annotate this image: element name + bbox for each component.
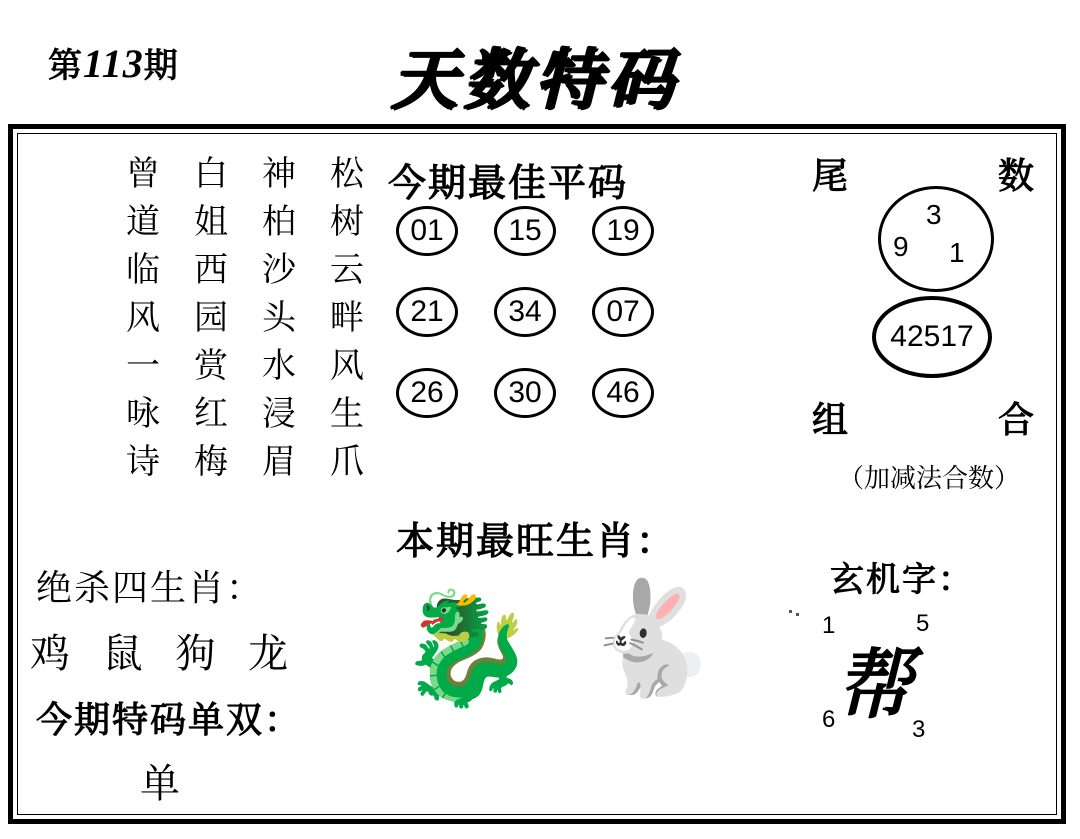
poem-char: 白 [194,154,228,194]
mystic-word-char: 帮 [836,640,912,729]
best-numbers-title: 今期最佳平码 [388,160,629,205]
number-ball: 21 [396,287,458,337]
mystic-word-label: 玄机字： [830,560,974,600]
poem-char: 树 [330,202,364,242]
kill-zodiac-values: 鸡 鼠 狗 龙 [30,631,299,677]
number-ball: 34 [494,287,556,337]
poem-char: 水 [262,346,296,386]
poem-char: 头 [262,298,296,338]
tail-label-left: 尾 [812,155,849,197]
poem-char: 红 [194,394,228,434]
tail-digit: 3 [926,199,942,230]
poem-char: 沙 [262,250,296,290]
number-ball: 07 [592,287,654,337]
number-ball: 15 [494,206,556,256]
mystic-corner-bottom-left: 6 [822,706,836,733]
poem-char: 神 [262,154,296,194]
poem-char: 梅 [194,442,228,482]
poem-char: 咏 [126,394,160,434]
poem-char: 柏 [262,202,296,242]
poem-char: 松 [330,154,364,194]
tail-number-circle [878,186,994,292]
poem-char: 园 [194,298,228,338]
mystic-corner-top-right: 5 [916,610,930,637]
number-ball-row [396,287,654,337]
rabbit-icon: 🐇 [582,574,719,702]
ink-speck [796,613,799,616]
poem-block [40,150,370,550]
number-ball-row [396,368,654,418]
number-ball: 46 [592,368,654,418]
odd-even-value: 单 [140,761,180,807]
poem-char: 临 [126,250,160,290]
issue-suffix: 期 [143,48,179,85]
poem-char: 曾 [126,154,160,194]
poem-column-2 [188,150,234,550]
page-title: 天数特码 [391,40,679,118]
mystic-word-box [806,598,942,743]
poem-char: 道 [126,202,160,242]
poem-char: 一 [126,346,160,386]
tail-digit: 9 [893,231,909,262]
poem-char: 赏 [194,346,228,386]
combination-label [812,392,1034,443]
number-ball-grid [396,206,654,449]
number-ball: 01 [396,206,458,256]
tail-digit: 1 [949,237,965,268]
issue-label [48,38,179,87]
mystic-corner-top-left: 1 [822,612,836,639]
combination-note: （加减法合数） [838,464,1021,494]
number-ball-row [396,206,654,256]
number-ball: 26 [396,368,458,418]
poem-char: 诗 [126,442,160,482]
number-ball: 30 [494,368,556,418]
poem-char: 浸 [262,394,296,434]
poem-char: 眉 [262,442,296,482]
poem-column-3 [256,150,302,550]
dragon-icon: 🐉 [398,584,535,712]
ink-speck [789,610,792,613]
poem-char: 爪 [330,442,364,482]
poem-char: 生 [330,394,364,434]
kill-zodiac-label: 绝杀四生肖： [36,568,265,609]
poem-char: 云 [330,250,364,290]
combination-label-left: 组 [812,399,849,441]
mystic-corner-bottom-right: 3 [912,716,926,743]
issue-number: 113 [83,41,144,86]
lucky-zodiac-title: 本期最旺生肖： [396,518,677,563]
tail-label-right: 数 [997,155,1034,197]
poem-column-4 [324,150,370,550]
poem-char: 风 [330,346,364,386]
poem-char: 风 [126,298,160,338]
combination-label-right: 合 [997,399,1034,441]
poem-char: 西 [194,250,228,290]
zodiac-illustrations [390,575,720,760]
odd-even-label: 今期特码单双： [36,699,303,741]
issue-prefix: 第 [48,48,83,85]
number-ball: 19 [592,206,654,256]
poem-char: 姐 [194,202,228,242]
poem-column-1 [120,150,166,550]
poem-char: 畔 [330,298,364,338]
combination-circle: 42517 [872,296,992,378]
